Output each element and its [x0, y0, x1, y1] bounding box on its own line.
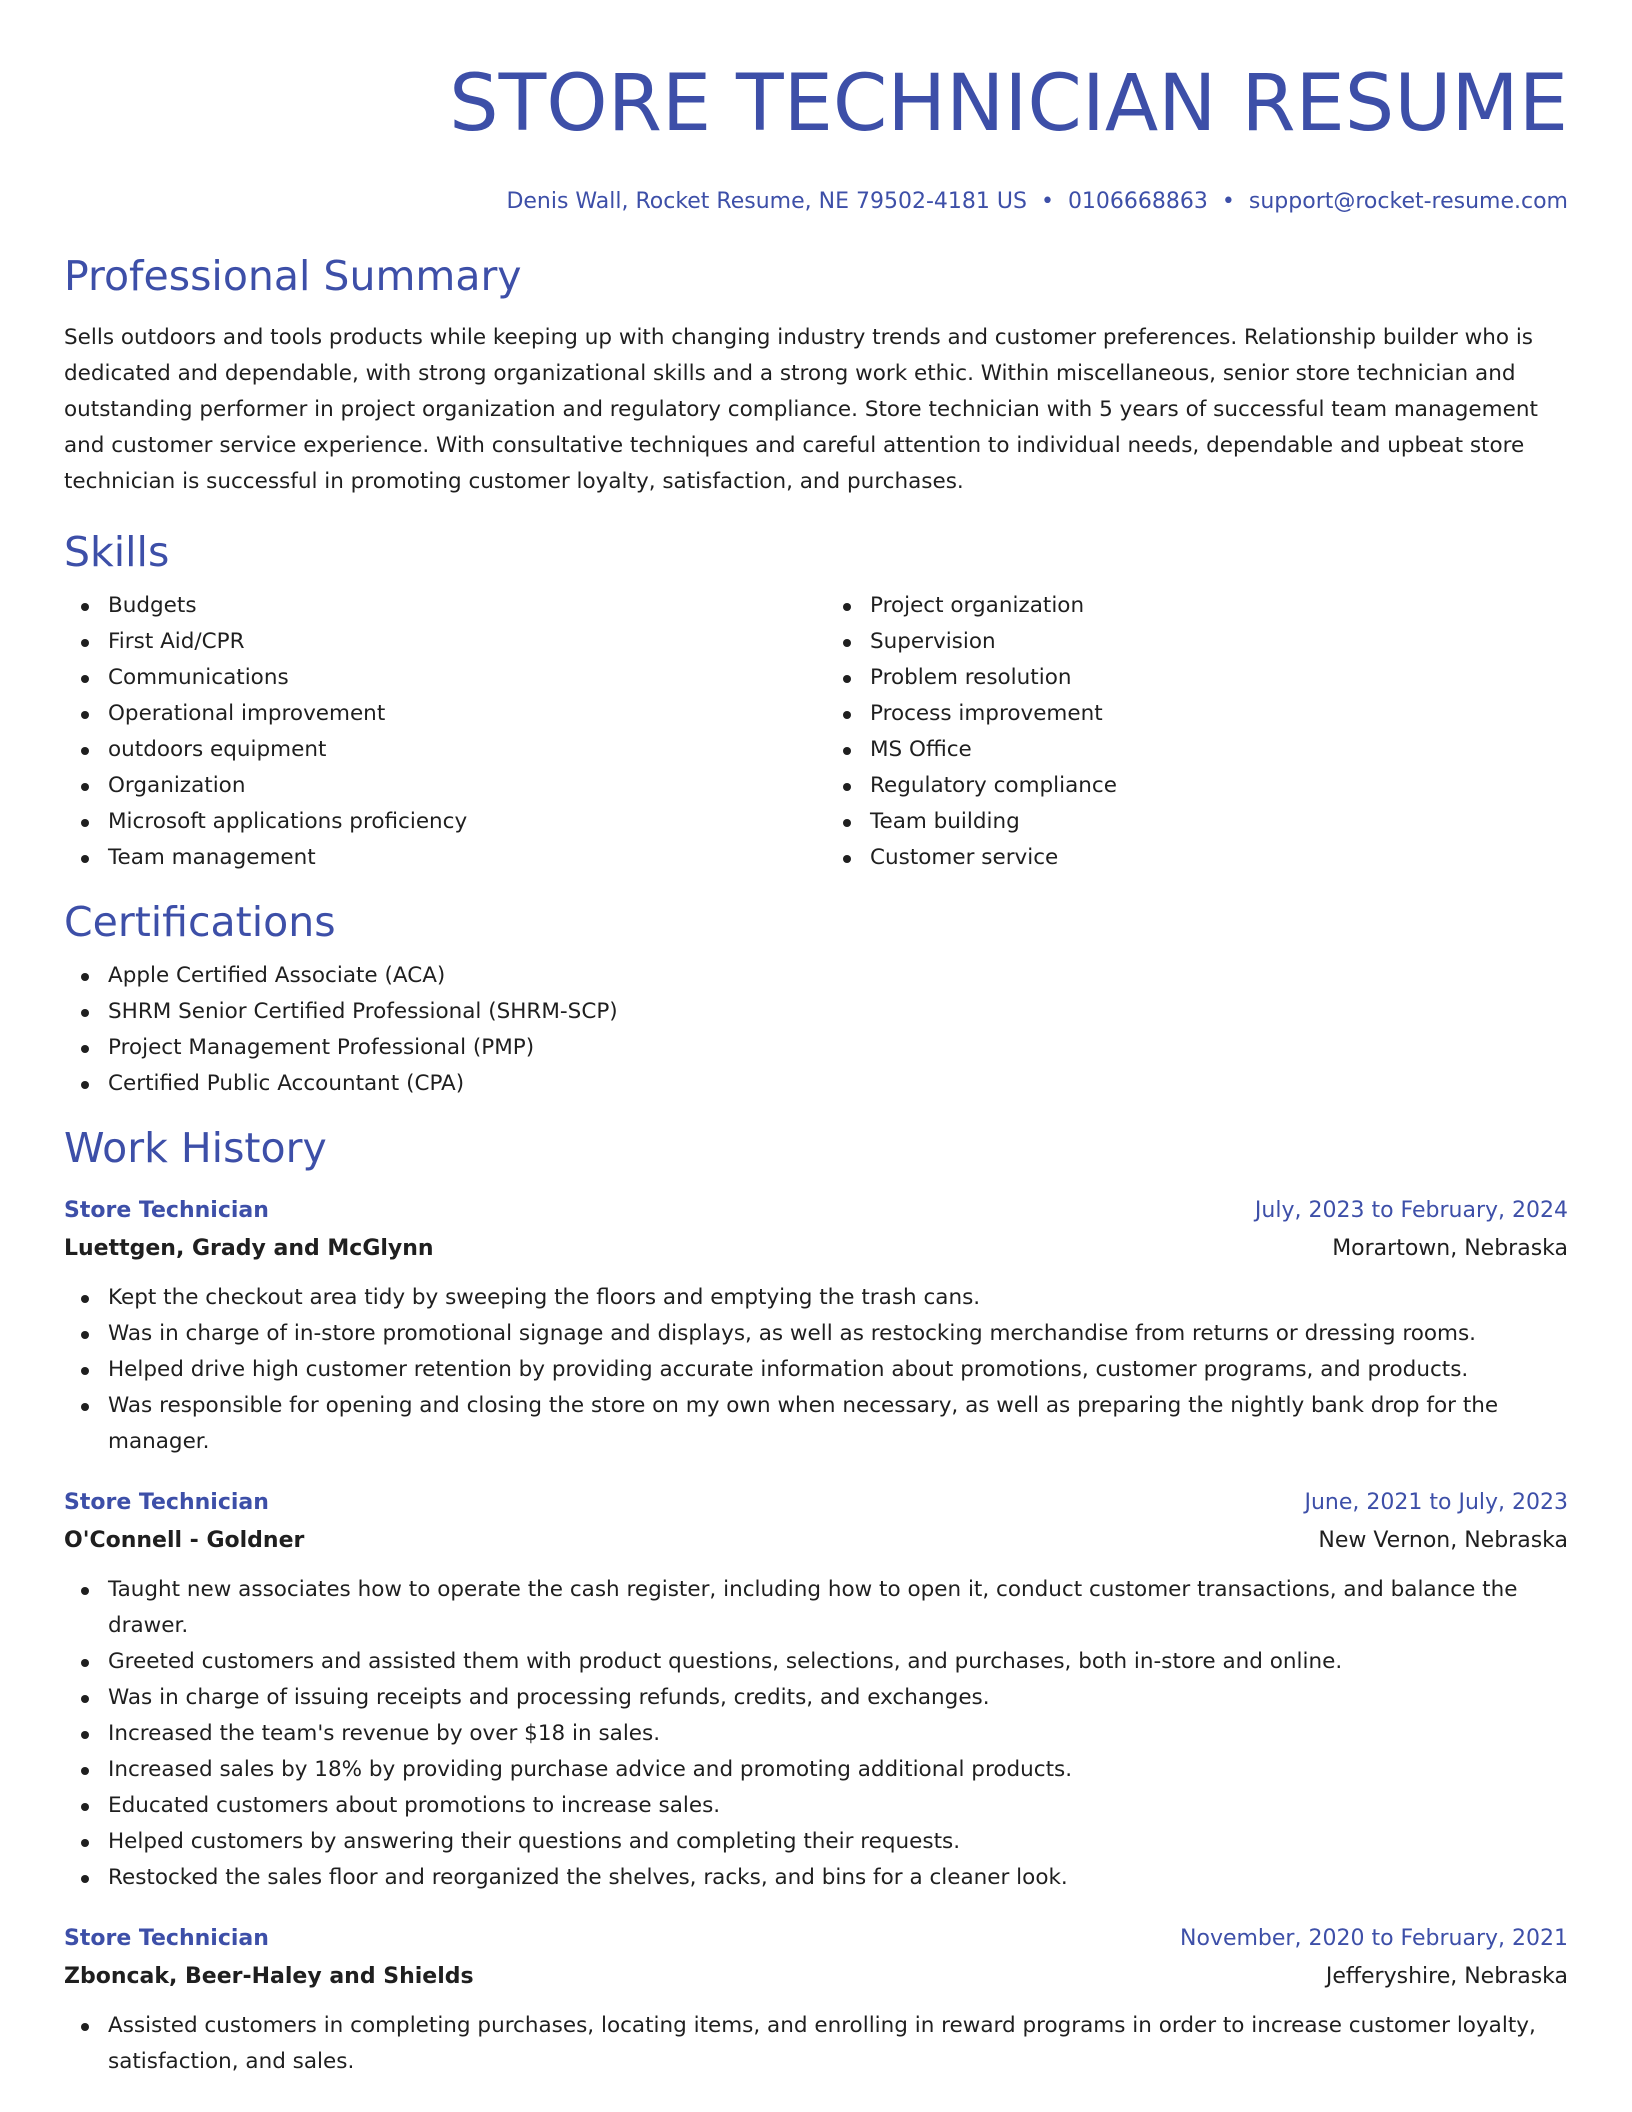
job-company-row — [64, 1958, 1568, 1996]
skill-item: outdoors equipment — [64, 732, 806, 768]
job-bullet: Restocked the sales floor and reorganized the shelves, racks, and bins for a cleaner look. — [64, 1860, 1568, 1896]
contact-email[interactable]: support@rocket-resume.com — [1248, 189, 1568, 214]
job-title-row — [64, 1920, 1568, 1958]
skill-item: Operational improvement — [64, 696, 806, 732]
skills-list-left — [64, 588, 806, 876]
skill-item: First Aid/CPR — [64, 624, 806, 660]
job-location: New Vernon, Nebraska — [1318, 1528, 1568, 1553]
skill-item: Microsoft applications proficiency — [64, 804, 806, 840]
job-title: Store Technician — [64, 1490, 269, 1515]
skill-item: MS Office — [826, 732, 1568, 768]
certification-item: Project Management Professional (PMP) — [64, 1030, 1568, 1066]
job-bullet: Increased sales by 18% by providing purchase advice and promoting additional products. — [64, 1752, 1568, 1788]
certification-item: Apple Certified Associate (ACA) — [64, 958, 1568, 994]
skill-item: Team management — [64, 840, 806, 876]
contact-separator: • — [1040, 189, 1054, 214]
job-title: Store Technician — [64, 1926, 269, 1951]
job-bullet: Greeted customers and assisted them with product questions, selections, and purchases, both in-store and online. — [64, 1644, 1568, 1680]
job-bullet: Taught new associates how to operate the cash register, including how to open it, conduct customer transactions, and balance the drawer. — [64, 1572, 1568, 1644]
skill-item: Customer service — [826, 840, 1568, 876]
skills-list-right — [826, 588, 1568, 876]
job-bullet: Assisted customers in completing purchases, locating items, and enrolling in reward programs in order to increase customer loyalty, satisfaction, and sales. — [64, 2008, 1568, 2080]
summary-text: Sells outdoors and tools products while keeping up with changing industry trends and customer preferences. Relationship builder who is dedicated and dependable, with strong organizational skills and a strong work ethic. Within miscellaneous, senior store technician and outstanding performer in project organization and regulatory compliance. Store technician with 5 years of successful team management and customer service experience. With consultative techniques and careful attention to individual needs, dependable and upbeat store technician is successful in promoting customer loyalty, satisfaction, and purchases. — [64, 325, 1538, 494]
job-company-row — [64, 1522, 1568, 1560]
job-dates: November, 2020 to February, 2021 — [1180, 1926, 1568, 1951]
skill-item: Team building — [826, 804, 1568, 840]
job-company-row — [64, 1230, 1568, 1268]
job-dates: July, 2023 to February, 2024 — [1254, 1198, 1568, 1223]
job-bullet: Was responsible for opening and closing the store on my own when necessary, as well as preparing the nightly bank drop for the manager. — [64, 1388, 1568, 1460]
job-bullet: Increased the team's revenue by over $18 in sales. — [64, 1716, 1568, 1752]
job-bullets — [64, 2008, 1568, 2080]
job-company: O'Connell - Goldner — [64, 1528, 305, 1553]
job-bullet: Was in charge of in-store promotional signage and displays, as well as restocking merchandise from returns or dressing rooms. — [64, 1316, 1568, 1352]
job-company: Zboncak, Beer-Haley and Shields — [64, 1964, 474, 1989]
job-entry — [64, 1484, 1568, 1896]
job-entry — [64, 1192, 1568, 1460]
job-location: Jefferyshire, Nebraska — [1325, 1964, 1568, 1989]
job-bullet: Was in charge of issuing receipts and processing refunds, credits, and exchanges. — [64, 1680, 1568, 1716]
work-history-heading: Work History — [64, 1124, 327, 1172]
skill-item: Problem resolution — [826, 660, 1568, 696]
contact-phone: 0106668863 — [1067, 189, 1208, 214]
job-title: Store Technician — [64, 1198, 269, 1223]
job-title-row — [64, 1484, 1568, 1522]
resume-page — [64, 0, 1568, 2080]
certification-item: SHRM Senior Certified Professional (SHRM-SCP) — [64, 994, 1568, 1030]
job-bullet: Helped drive high customer retention by providing accurate information about promotions, customer programs, and products. — [64, 1352, 1568, 1388]
job-bullet: Educated customers about promotions to increase sales. — [64, 1788, 1568, 1824]
contact-separator: • — [1221, 189, 1235, 214]
skill-item: Communications — [64, 660, 806, 696]
skills-grid — [64, 588, 1568, 876]
certification-item: Certified Public Accountant (CPA) — [64, 1066, 1568, 1102]
skill-item: Regulatory compliance — [826, 768, 1568, 804]
skill-item: Organization — [64, 768, 806, 804]
skill-item: Project organization — [826, 588, 1568, 624]
resume-header — [64, 0, 1568, 216]
contact-line — [64, 188, 1568, 216]
job-title-row — [64, 1192, 1568, 1230]
resume-title: STORE TECHNICIAN RESUME — [449, 59, 1568, 149]
certifications-heading: Certifications — [64, 898, 336, 946]
summary-heading: Professional Summary — [64, 252, 522, 300]
skill-item: Process improvement — [826, 696, 1568, 732]
certifications-list — [64, 958, 1568, 1102]
job-bullet: Helped customers by answering their questions and completing their requests. — [64, 1824, 1568, 1860]
skill-item: Supervision — [826, 624, 1568, 660]
skill-item: Budgets — [64, 588, 806, 624]
job-location: Morartown, Nebraska — [1332, 1236, 1568, 1261]
job-bullets — [64, 1280, 1568, 1460]
job-company: Luettgen, Grady and McGlynn — [64, 1236, 434, 1261]
job-dates: June, 2021 to July, 2023 — [1304, 1490, 1568, 1515]
skills-heading: Skills — [64, 528, 170, 576]
job-bullets — [64, 1572, 1568, 1896]
job-entry — [64, 1920, 1568, 2080]
job-bullet: Kept the checkout area tidy by sweeping the floors and emptying the trash cans. — [64, 1280, 1568, 1316]
contact-address: Denis Wall, Rocket Resume, NE 79502-4181 US — [506, 189, 1027, 214]
